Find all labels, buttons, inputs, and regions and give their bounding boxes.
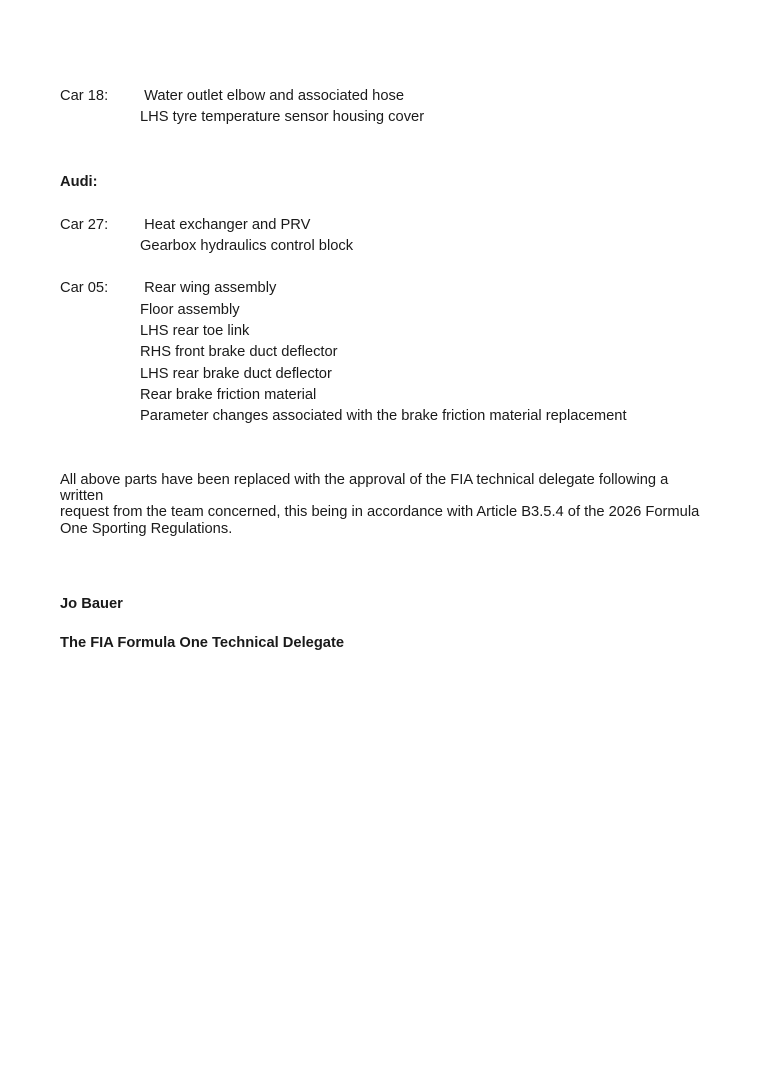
replaced-part-item: LHS rear brake duct deflector — [140, 365, 332, 382]
closing-paragraph-line: request from the team concerned, this being in accordance with Article B3.5.4 of the 2026 Formula — [60, 504, 700, 521]
signatory-name: Jo Bauer — [60, 596, 123, 613]
replaced-part-item: Gearbox hydraulics control block — [140, 238, 354, 255]
car-number-label-27: Car 27: — [60, 216, 109, 233]
team-heading-audi: Audi: — [60, 173, 98, 190]
car-18-parts-list — [140, 86, 708, 129]
replaced-part-item: Heat exchanger and PRV — [140, 216, 311, 233]
car-05-parts-list — [140, 278, 708, 427]
replaced-part-item: Water outlet elbow and associated hose — [140, 88, 405, 104]
replaced-part-item: RHS front brake duct deflector — [140, 344, 338, 361]
car-entry-27 — [60, 215, 708, 258]
closing-paragraph-line: All above parts have been replaced with the approval of the FIA technical delegate following a written — [60, 471, 673, 504]
car-entry-05 — [60, 278, 708, 427]
car-number-label-05: Car 05: — [60, 280, 109, 297]
closing-paragraph — [60, 472, 708, 538]
replaced-part-item: Rear brake friction material — [140, 386, 317, 403]
replaced-part-item: Floor assembly — [140, 301, 240, 318]
car-number-label-18: Car 18: — [60, 88, 109, 104]
car-27-parts-list — [140, 215, 708, 258]
replaced-part-item: Parameter changes associated with the brake friction material replacement — [140, 408, 627, 425]
closing-paragraph-line: One Sporting Regulations. — [60, 520, 233, 537]
replaced-part-item: LHS rear toe link — [140, 323, 250, 340]
replaced-part-item: Rear wing assembly — [140, 280, 277, 297]
replaced-part-item: LHS tyre temperature sensor housing cover — [140, 109, 425, 126]
car-entry-18 — [60, 86, 708, 129]
signatory-title: The FIA Formula One Technical Delegate — [60, 635, 345, 652]
